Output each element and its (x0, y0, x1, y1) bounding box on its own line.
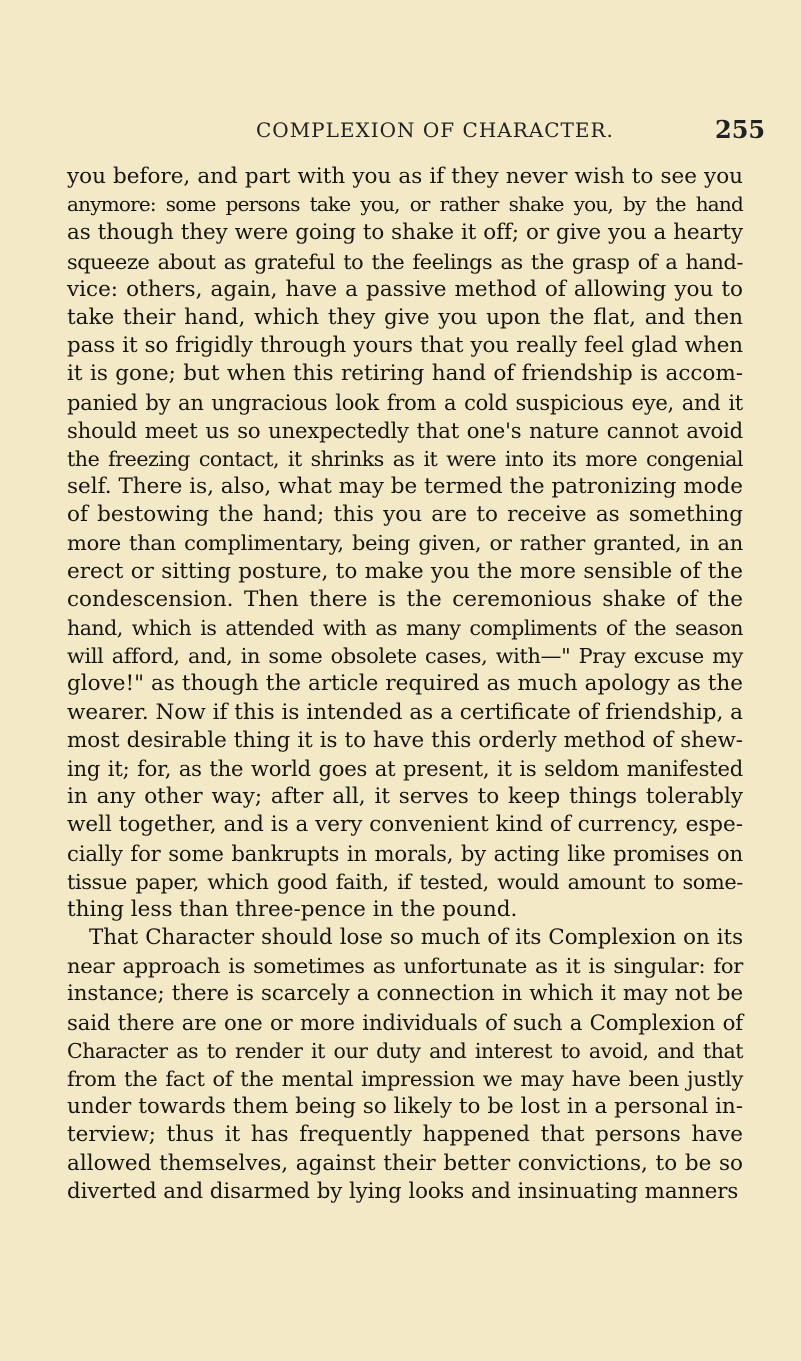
text-line: instance; there is scarcely a connection in which it may not be (67, 981, 743, 1007)
text-line: panied by an ungracious look from a cold suspicious eye, and it (67, 390, 743, 415)
text-line: cially for some bankrupts in morals, by acting like promises on (67, 840, 743, 866)
body-text (67, 163, 743, 1206)
text-line: of bestowing the hand; this you are to receive as something (67, 502, 743, 528)
paragraph-end-line: thing less than three-pence in the pound. (67, 896, 518, 922)
text-line: will afford, and, in some obsolete cases, with—" Pray excuse my (67, 644, 743, 669)
text-line: anymore: some persons take you, or rather shake you, by the hand (67, 193, 743, 217)
text-line: as though they were going to shake it off; or give you a hearty (67, 220, 743, 246)
text-line: terview; thus it has frequently happened that persons have (67, 1122, 743, 1148)
text-line: in any other way; after all, it serves to keep things tolerably (67, 784, 743, 810)
text-line: hand, which is attended with as many compliments of the season (67, 616, 743, 640)
text-line: well together, and is a very convenient kind of currency, espe- (67, 812, 743, 838)
text-line: take their hand, which they give you upon the flat, and then (67, 304, 743, 330)
text-line: vice: others, again, have a passive method of allowing you to (67, 276, 743, 302)
text-line: glove!" as though the article required as much apology as the (67, 671, 743, 697)
text-line: near approach is sometimes as unfortunate as it is singular: for (67, 954, 743, 979)
text-line: under towards them being so likely to be lost in a personal in- (67, 1094, 743, 1120)
running-title: COMPLEXION OF CHARACTER. (256, 118, 614, 142)
text-line: said there are one or more individuals of such a Complexion of (67, 1009, 743, 1035)
text-line: diverted and disarmed by lying looks and insinuating manners (67, 1178, 739, 1204)
text-line: most desirable thing it is to have this orderly method of shew- (67, 727, 743, 753)
text-line: allowed themselves, against their better convictions, to be so (67, 1150, 743, 1176)
text-line: it is gone; but when this retiring hand of friendship is accom- (67, 361, 743, 387)
page-number: 255 (715, 115, 766, 144)
text-line: should meet us so unexpectedly that one's nature cannot avoid (67, 417, 743, 443)
text-line: self. There is, also, what may be termed the patronizing mode (67, 474, 743, 500)
text-line: tissue paper, which good faith, if tested, would amount to some- (67, 869, 743, 894)
page-header (0, 115, 801, 148)
paragraph-start-line: That Character should lose so much of its Complexion on its (89, 925, 743, 951)
text-line: more than complimentary, being given, or rather granted, in an (67, 531, 743, 556)
text-line: Character as to render it our duty and interest to avoid, and that (67, 1038, 743, 1063)
text-line: condescension. Then there is the ceremonious shake of the (67, 586, 743, 612)
text-line: pass it so frigidly through yours that you really feel glad when (67, 333, 743, 359)
text-line: you before, and part with you as if they never wish to see you (67, 164, 743, 189)
text-line: from the fact of the mental impression we may have been justly (67, 1067, 743, 1091)
text-line: erect or sitting posture, to make you the more sensible of the (67, 558, 743, 584)
text-line: ing it; for, as the world goes at present, it is seldom manifested (67, 755, 743, 781)
text-line: wearer. Now if this is intended as a certificate of friendship, a (67, 699, 743, 725)
text-line: the freezing contact, it shrinks as it were into its more congenial (67, 446, 743, 471)
text-line: squeeze about as grateful to the feelings as the grasp of a hand- (67, 249, 743, 274)
